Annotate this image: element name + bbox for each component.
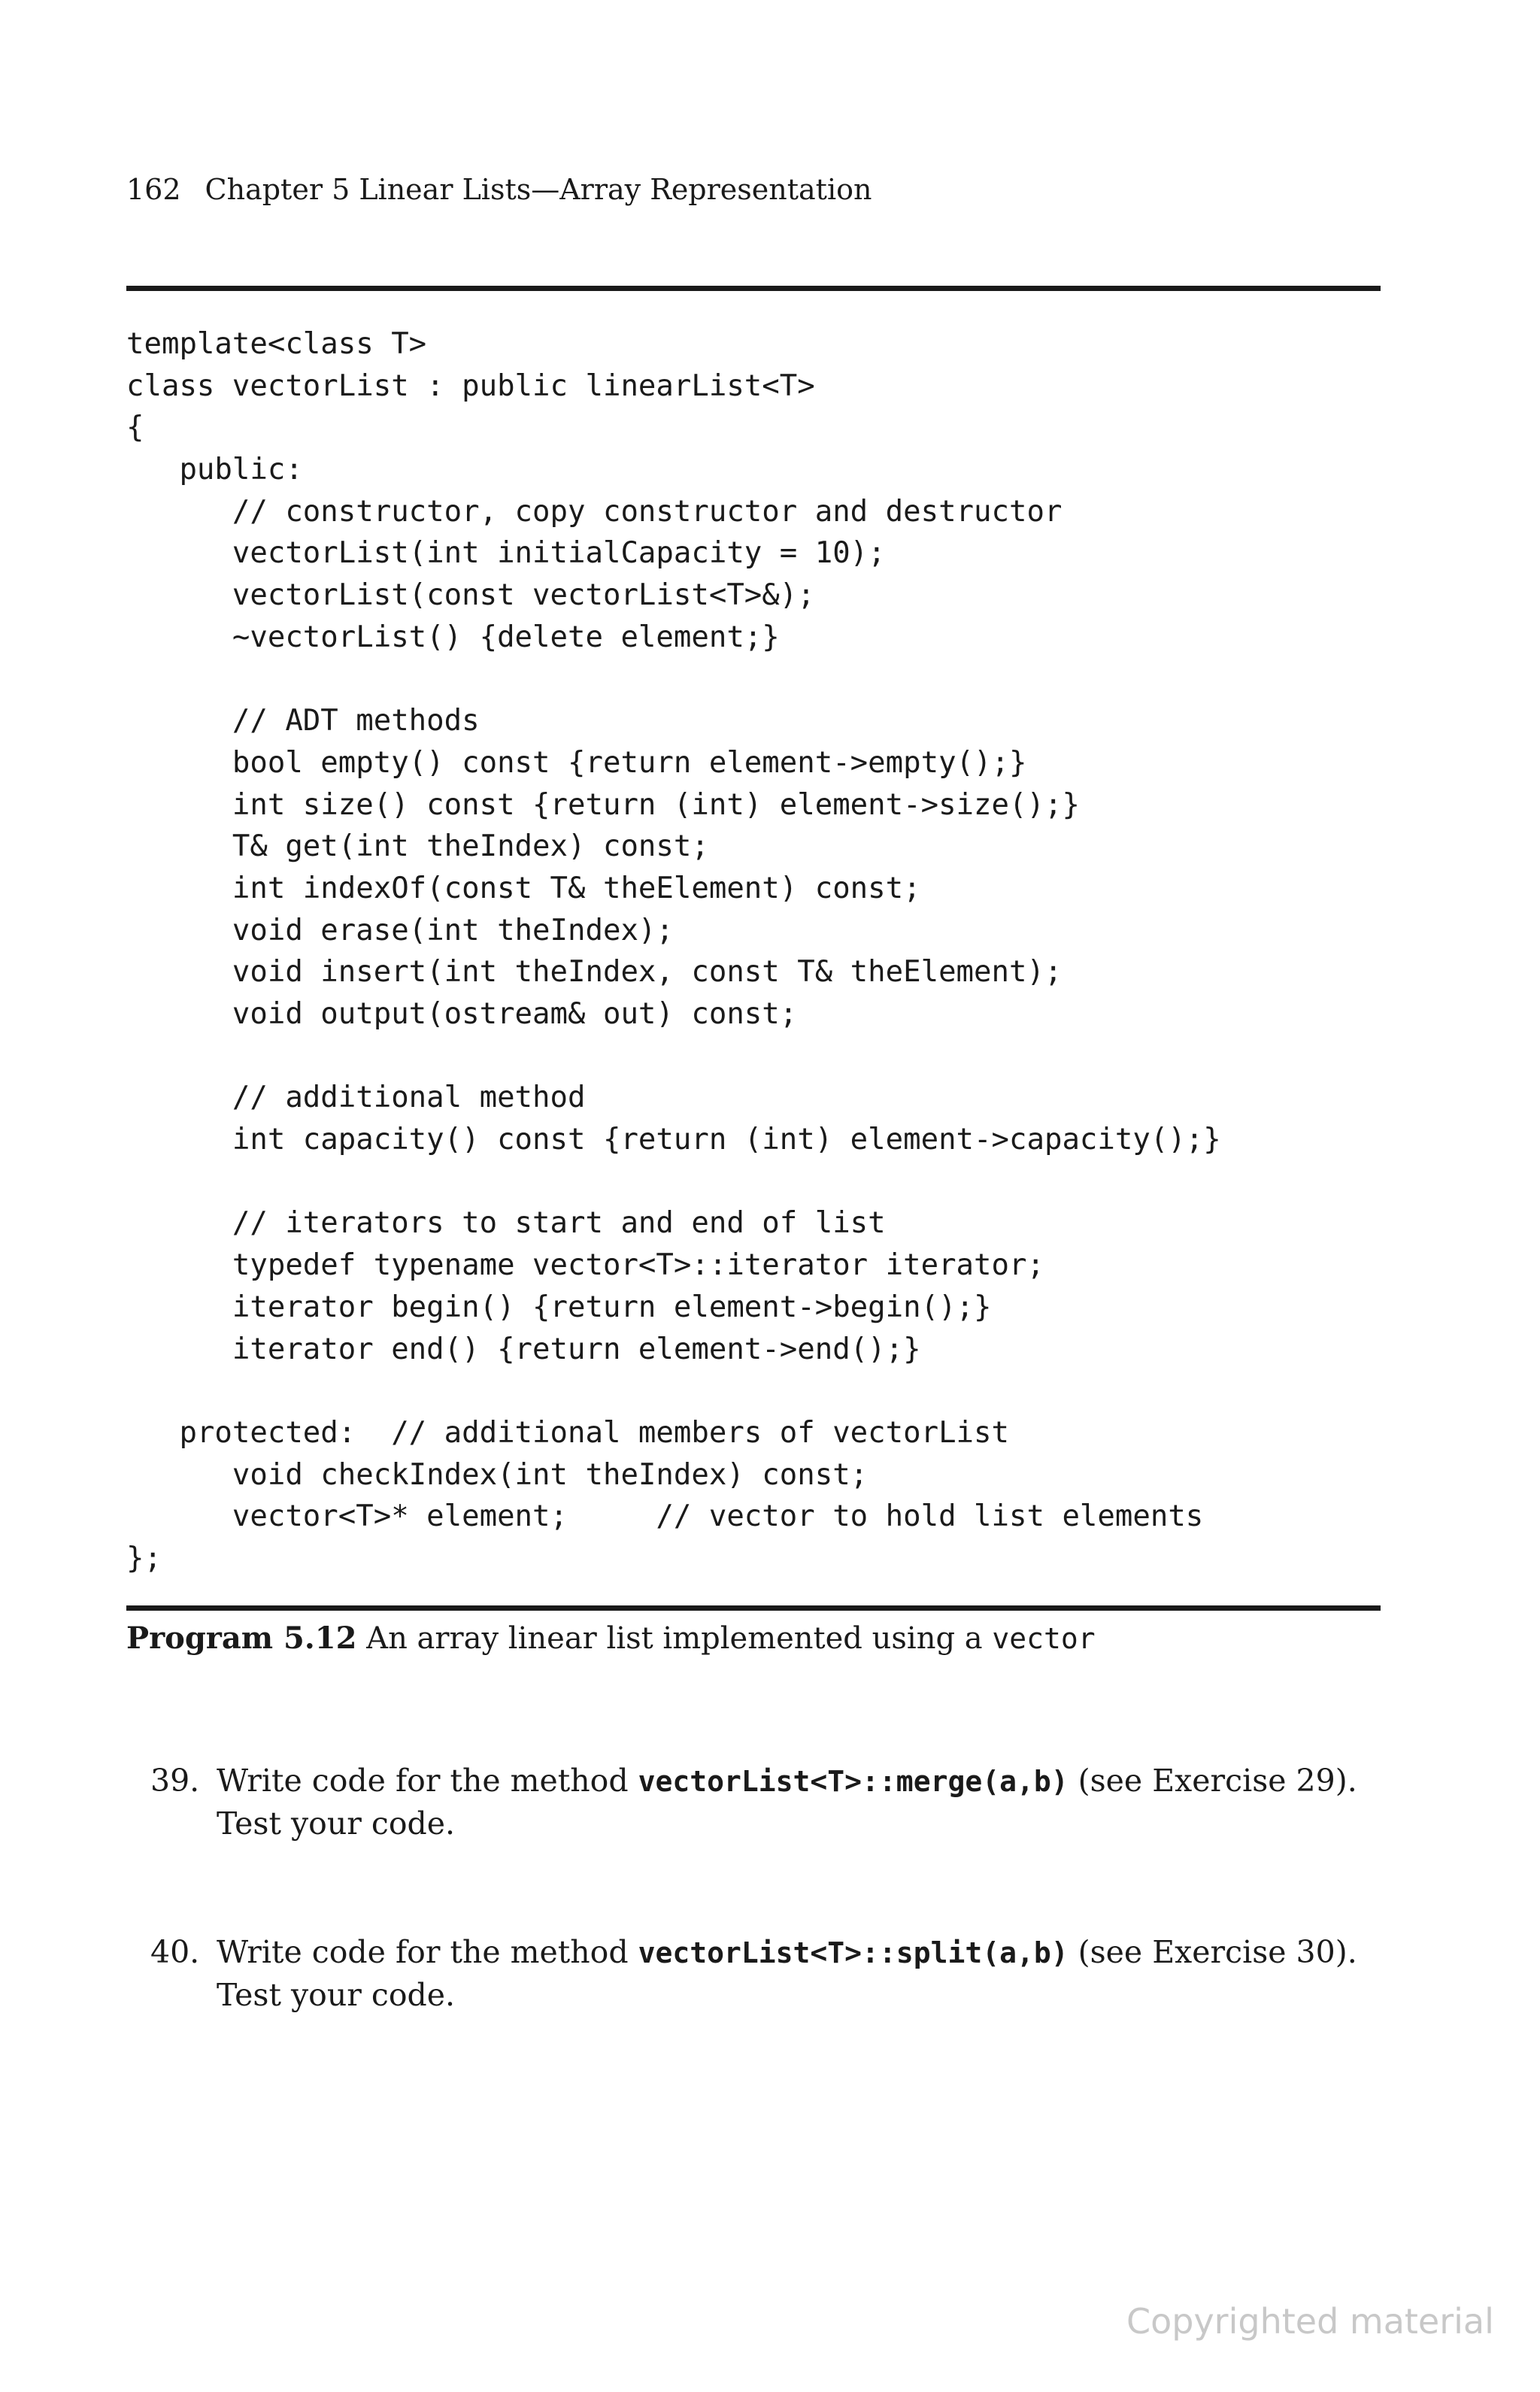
- code-line: void checkIndex(int theIndex) const;: [126, 1457, 869, 1492]
- code-line: void erase(int theIndex);: [126, 913, 674, 947]
- exercise-line2: Test your code.: [217, 1977, 456, 2013]
- code-line: vector<T>* element; // vector to hold list elements: [126, 1499, 1204, 1534]
- code-line: template<class T>: [126, 327, 427, 361]
- code-line: void insert(int theIndex, const T& theElement);: [126, 955, 1063, 990]
- code-line: bool empty() const {return element->empty();}: [126, 745, 1027, 780]
- code-line: ~vectorList() {delete element;}: [126, 620, 780, 654]
- exercise-number: 39.: [150, 1763, 200, 1799]
- program-caption-text: An array linear list implemented using a: [356, 1621, 993, 1656]
- code-line: iterator end() {return element->end();}: [126, 1332, 921, 1366]
- code-line: };: [126, 1541, 162, 1575]
- code-line: {: [126, 411, 144, 445]
- code-line: [126, 659, 1221, 701]
- exercise-text: Write code for the method: [217, 1934, 638, 1970]
- code-line: // constructor, copy constructor and destructor: [126, 494, 1063, 529]
- code-line: int indexOf(const T& theElement) const;: [126, 871, 921, 905]
- program-top-rule: [126, 286, 1381, 291]
- code-line: void output(ostream& out) const;: [126, 997, 798, 1031]
- program-caption-code: vector: [992, 1622, 1096, 1655]
- code-line: protected: // additional members of vectorList: [126, 1415, 1009, 1450]
- code-line: typedef typename vector<T>::iterator iterator;: [126, 1248, 1044, 1283]
- exercise-line2: Test your code.: [217, 1805, 456, 1842]
- exercise-40: [150, 1931, 1384, 2016]
- exercise-text: Write code for the method: [217, 1763, 638, 1799]
- running-header: [126, 173, 872, 206]
- exercise-39: [150, 1760, 1384, 1845]
- copyright-watermark: Copyrighted material: [1126, 2301, 1494, 2342]
- code-line: // ADT methods: [126, 704, 480, 738]
- exercise-text-after: (see Exercise 30).: [1068, 1934, 1357, 1970]
- exercise-number: 40.: [150, 1934, 200, 1970]
- code-line: T& get(int theIndex) const;: [126, 829, 709, 864]
- code-line: int capacity() const {return (int) element->capacity();}: [126, 1123, 1221, 1157]
- page-number: 162: [126, 173, 181, 206]
- code-line: class vectorList : public linearList<T>: [126, 368, 815, 403]
- running-title: Chapter 5 Linear Lists—Array Representation: [205, 173, 872, 206]
- program-code-block: [126, 323, 1221, 1580]
- code-line: [126, 1035, 1221, 1078]
- program-caption: [126, 1620, 1096, 1656]
- program-caption-label: Program 5.12: [126, 1620, 357, 1656]
- code-line: iterator begin() {return element->begin();}: [126, 1290, 992, 1324]
- code-line: vectorList(const vectorList<T>&);: [126, 578, 815, 613]
- exercise-code: vectorList<T>::merge(a,b): [638, 1765, 1069, 1798]
- exercise-code: vectorList<T>::split(a,b): [638, 1936, 1069, 1969]
- code-line: // iterators to start and end of list: [126, 1206, 886, 1241]
- code-line: int size() const {return (int) element->size();}: [126, 787, 1080, 822]
- code-line: [126, 1370, 1221, 1412]
- program-bottom-rule: [126, 1605, 1381, 1611]
- exercise-text-after: (see Exercise 29).: [1068, 1763, 1357, 1799]
- code-line: vectorList(int initialCapacity = 10);: [126, 536, 886, 571]
- code-line: public:: [126, 453, 303, 487]
- code-line: [126, 1161, 1221, 1203]
- code-line: // additional method: [126, 1081, 586, 1115]
